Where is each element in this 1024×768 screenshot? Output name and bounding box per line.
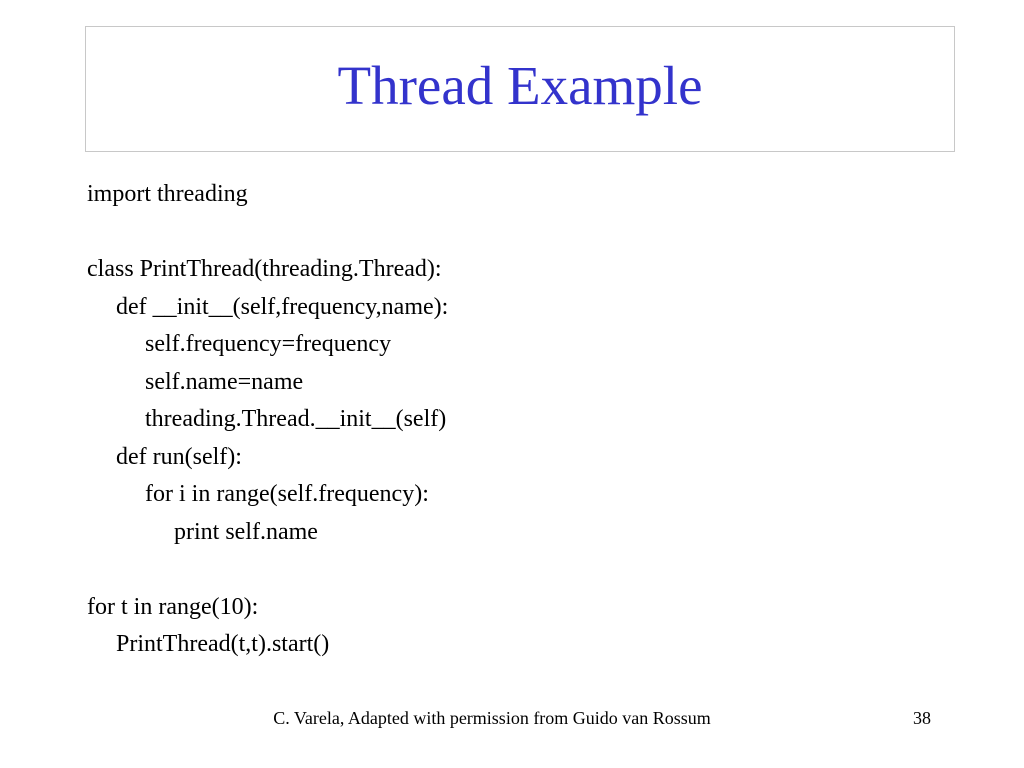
code-line-blank — [87, 214, 448, 252]
footer — [0, 708, 1024, 729]
title-box — [85, 26, 955, 152]
code-line: for t in range(10): — [87, 593, 259, 620]
code-line: class PrintThread(threading.Thread): — [87, 256, 442, 282]
code-line: import threading — [87, 181, 248, 207]
code-line: self.frequency=frequency — [145, 331, 392, 357]
slide-number: 38 — [913, 708, 931, 728]
code-line: threading.Thread.__init__(self) — [145, 406, 447, 432]
code-line: for i in range(self.frequency): — [145, 481, 429, 507]
code-block — [87, 176, 448, 664]
code-line-blank — [87, 551, 448, 589]
code-line: self.name=name — [145, 368, 304, 395]
code-line: PrintThread(t,t).start() — [116, 631, 330, 657]
footer-credit: C. Varela, Adapted with permission from Guido van Rossum — [273, 708, 711, 728]
code-line: print self.name — [174, 518, 318, 545]
code-line: def run(self): — [116, 443, 242, 470]
code-line: def __init__(self,frequency,name): — [116, 293, 449, 320]
slide-title: Thread Example — [337, 54, 703, 116]
